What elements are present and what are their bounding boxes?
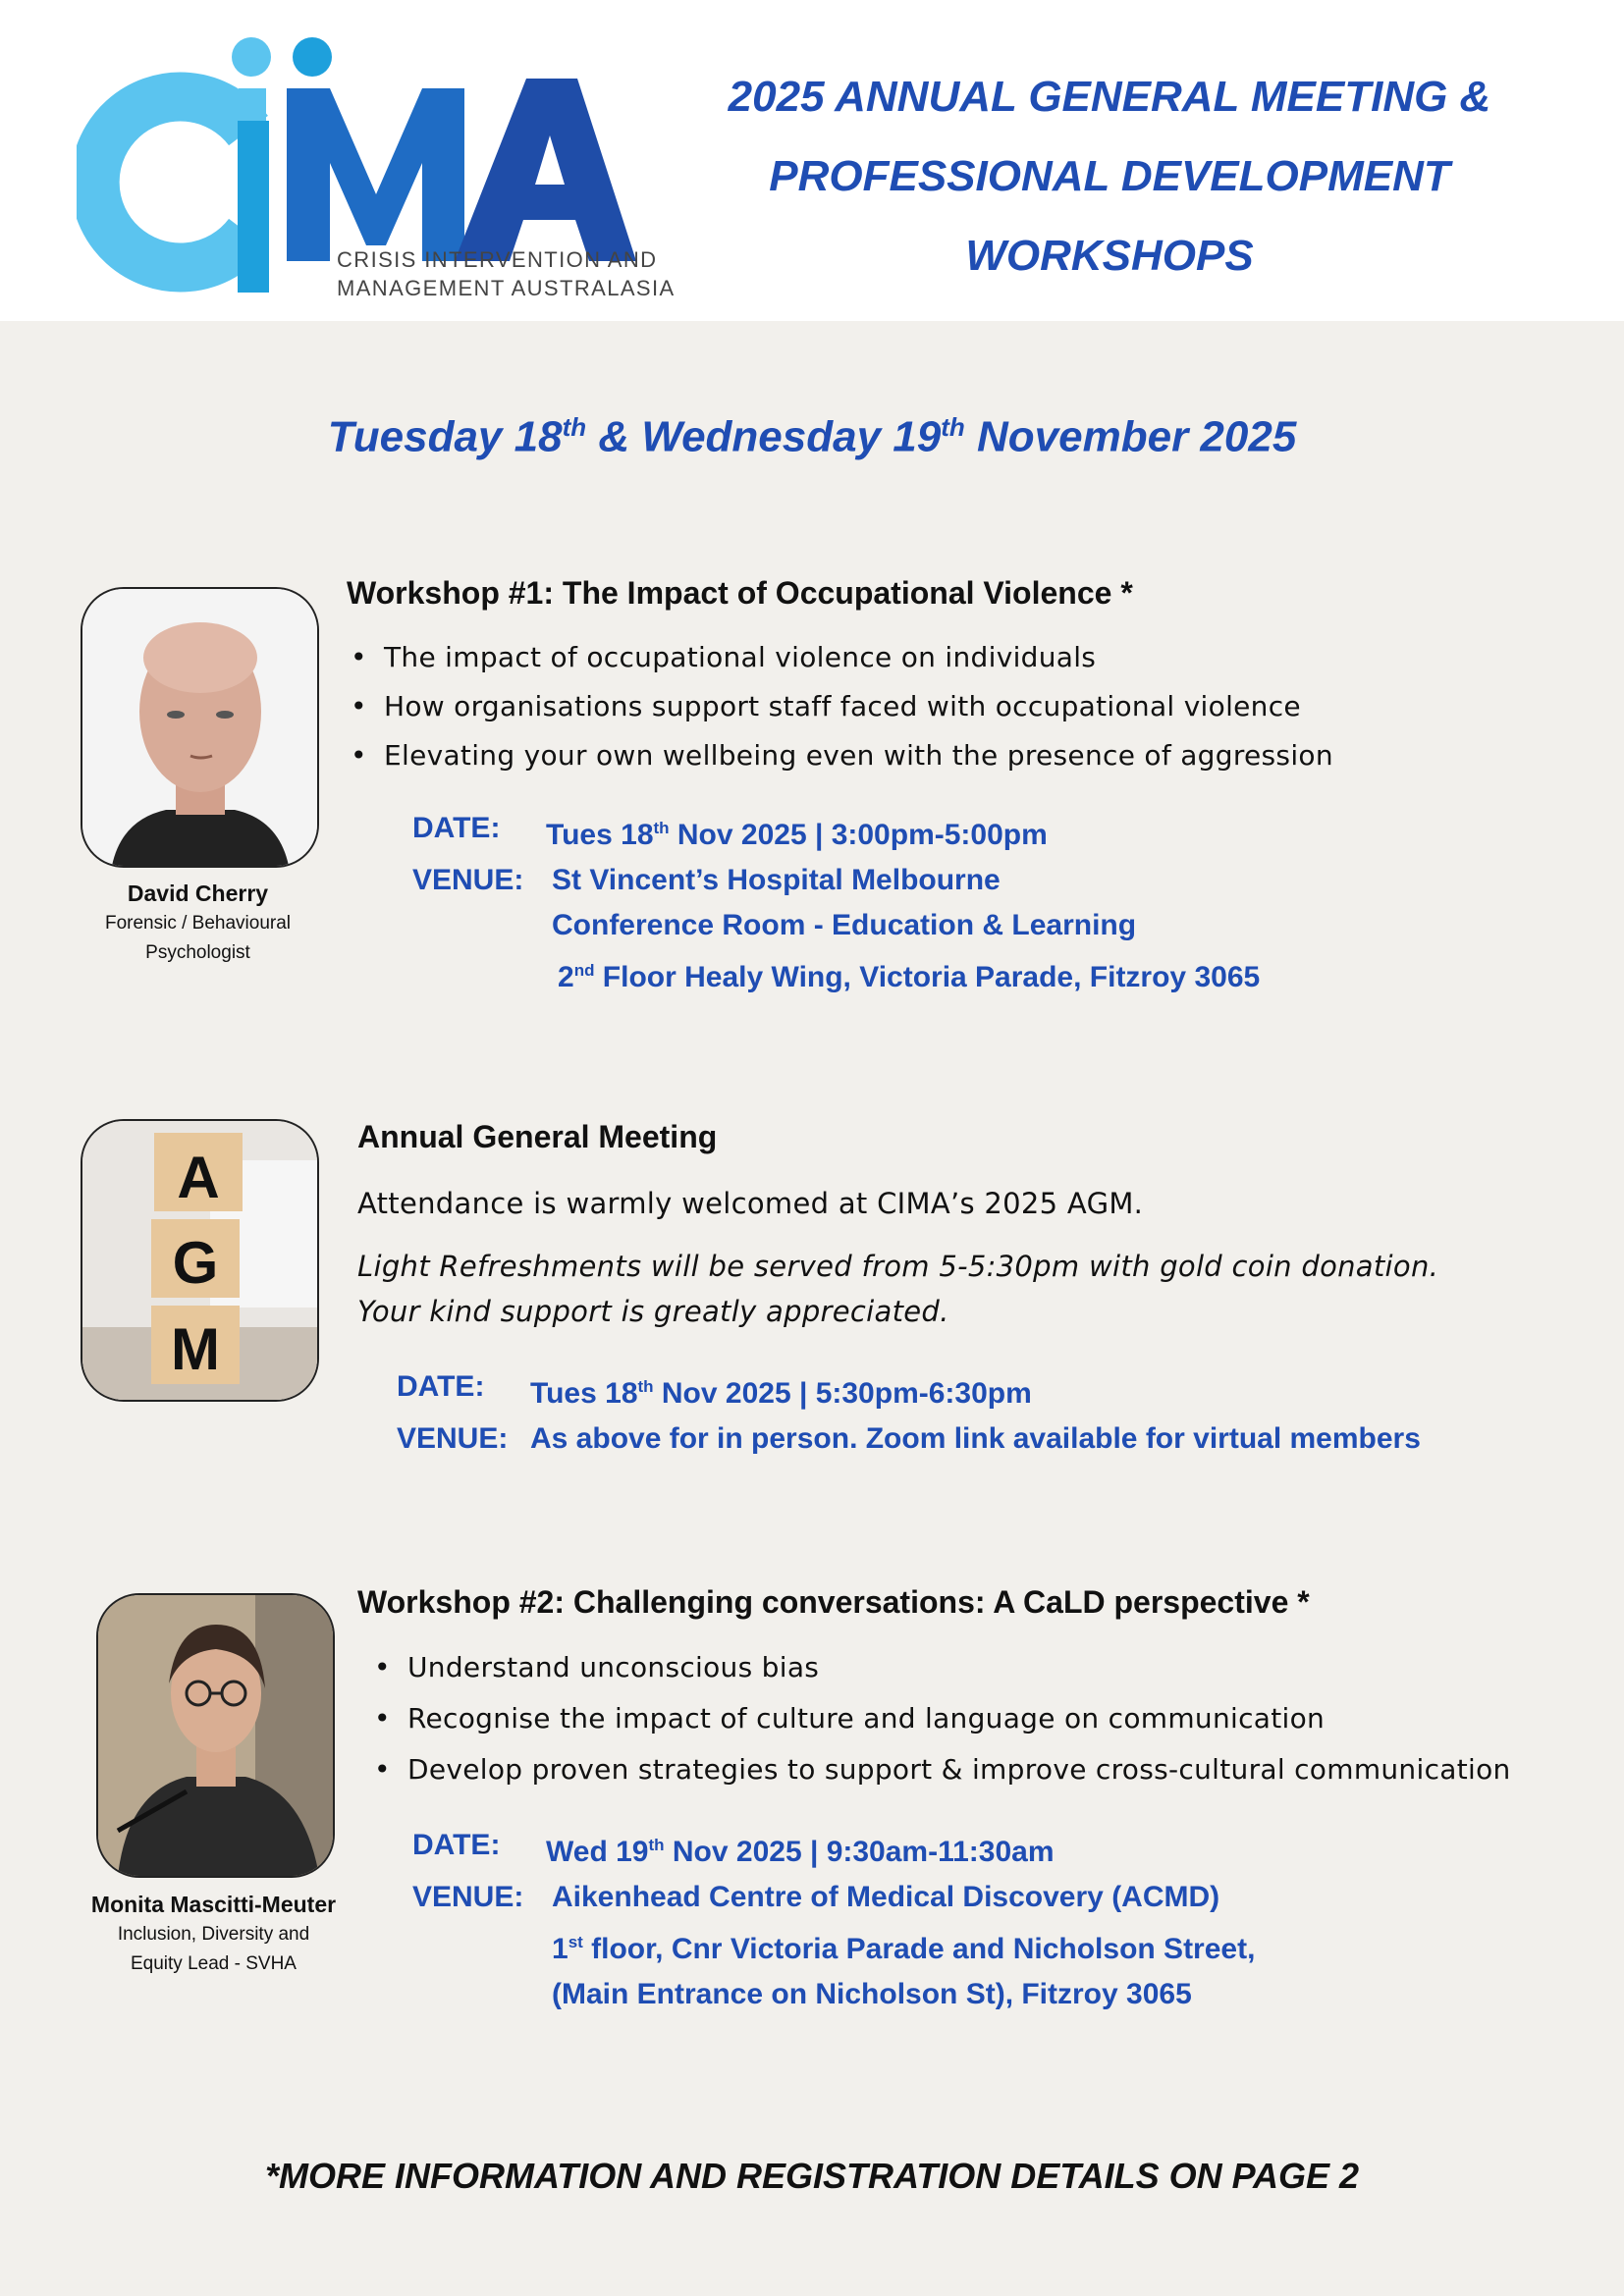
agm-venue-label: VENUE: xyxy=(397,1422,509,1455)
venue-line2-post: floor, Cnr Victoria Parade and Nicholson Street, xyxy=(582,1933,1256,1965)
workshop1-date-value xyxy=(546,806,1048,858)
presenter2-name: Monita Mascitti-Meuter xyxy=(90,1892,337,1917)
date-pre: Wed 19 xyxy=(546,1836,649,1868)
venue-line2-sup: st xyxy=(568,1933,583,1951)
date-sup: th xyxy=(648,1836,665,1854)
monita-photo xyxy=(96,1593,335,1878)
workshop1-venue-label: VENUE: xyxy=(412,864,524,896)
workshop1-venue-line2: Conference Room - Education & Learning xyxy=(552,909,1137,941)
workshop1-bullets xyxy=(347,633,1333,780)
logo-subtitle xyxy=(337,245,676,302)
agm-details xyxy=(397,1364,1421,1462)
agm-refreshments-line1: Light Refreshments will be served from 5-5:30pm with gold coin donation. xyxy=(357,1250,1439,1283)
list-item: • How organisations support staff faced with occupational violence xyxy=(347,682,1333,731)
david-cherry-photo xyxy=(81,587,319,868)
date-joiner: & Wednesday 19 xyxy=(586,412,942,461)
workshop2-details xyxy=(412,1823,1255,2017)
presenter1-role-line1: Forensic / Behavioural xyxy=(104,913,292,934)
date-pre: Tues 18 xyxy=(546,819,654,851)
presenter1-name: David Cherry xyxy=(127,881,269,906)
venue-line3-post: Floor Healy Wing, Victoria Parade, Fitzroy 3065 xyxy=(594,961,1261,993)
workshop1-venue-line3 xyxy=(558,948,1260,1000)
title-line3: WORKSHOPS xyxy=(965,232,1254,280)
agm-heading: Annual General Meeting xyxy=(357,1119,718,1154)
list-item: • Recognise the impact of culture and language on communication xyxy=(370,1693,1511,1744)
venue-line3-pre: 2 xyxy=(558,961,574,993)
presenter2-caption xyxy=(69,1889,358,1979)
agm-refreshments-text xyxy=(357,1244,1438,1334)
block-letter: A xyxy=(177,1145,220,1210)
agm-blocks-image xyxy=(81,1119,319,1402)
workshop1-date-label: DATE: xyxy=(412,812,501,844)
venue-line3-sup: nd xyxy=(573,961,595,980)
agm-block-m xyxy=(151,1306,240,1384)
presenter2-role-line1: Inclusion, Diversity and xyxy=(117,1924,310,1945)
agm-attendance-text: Attendance is warmly welcomed at CIMA’s 2025 AGM. xyxy=(357,1187,1144,1220)
presenter2-role-line2: Equity Lead - SVHA xyxy=(131,1953,297,1974)
agm-block-g xyxy=(151,1219,240,1298)
workshop1-details xyxy=(412,806,1260,1000)
list-item: • The impact of occupational violence on individuals xyxy=(347,633,1333,682)
date-pre: Tues 18 xyxy=(530,1377,638,1410)
event-title xyxy=(628,57,1591,295)
workshop2-venue-line2 xyxy=(552,1920,1255,1972)
presenter1-caption xyxy=(59,878,337,968)
date-day1-suffix: th xyxy=(562,412,587,442)
workshop1-venue-line1: St Vincent’s Hospital Melbourne xyxy=(552,864,1001,896)
agm-refreshments-line2: Your kind support is greatly appreciated. xyxy=(357,1295,949,1328)
workshop2-date-value xyxy=(546,1823,1055,1875)
workshop2-venue-label: VENUE: xyxy=(412,1881,524,1913)
date-post: Nov 2025 | 9:30am-11:30am xyxy=(664,1836,1055,1868)
block-letter: M xyxy=(171,1316,220,1382)
date-post: Nov 2025 | 3:00pm-5:00pm xyxy=(669,819,1048,851)
date-day2-suffix: th xyxy=(941,412,965,442)
date-post: Nov 2025 | 5:30pm-6:30pm xyxy=(653,1377,1032,1410)
agm-date-label: DATE: xyxy=(397,1370,485,1403)
list-item: • Understand unconscious bias xyxy=(370,1642,1511,1693)
list-item: • Develop proven strategies to support & improve cross-cultural communication xyxy=(370,1744,1511,1795)
venue-line2-pre: 1 xyxy=(552,1933,568,1965)
registration-footer-note: *MORE INFORMATION AND REGISTRATION DETAILS ON PAGE 2 xyxy=(264,2156,1359,2196)
title-line2: PROFESSIONAL DEVELOPMENT xyxy=(769,152,1450,200)
agm-date-value xyxy=(530,1364,1032,1416)
date-tail: November 2025 xyxy=(964,412,1297,461)
presenter1-role-line2: Psychologist xyxy=(145,942,250,963)
workshop1-heading: Workshop #1: The Impact of Occupational Violence * xyxy=(347,575,1133,611)
date-day1: Tuesday 18 xyxy=(327,412,563,461)
event-dates xyxy=(0,412,1624,462)
agm-block-a xyxy=(154,1133,243,1211)
workshop2-date-label: DATE: xyxy=(412,1829,501,1861)
block-letter: G xyxy=(172,1230,219,1296)
agm-venue-line1: As above for in person. Zoom link available for virtual members xyxy=(530,1422,1421,1455)
header-banner xyxy=(0,0,1624,321)
date-sup: th xyxy=(637,1377,654,1396)
title-line1: 2025 ANNUAL GENERAL MEETING & xyxy=(728,73,1491,121)
cima-logo xyxy=(77,27,676,312)
date-sup: th xyxy=(653,819,670,837)
workshop2-heading: Workshop #2: Challenging conversations: A CaLD perspective * xyxy=(357,1584,1310,1620)
workshop2-venue-line1: Aikenhead Centre of Medical Discovery (ACMD) xyxy=(552,1881,1220,1913)
list-item: • Elevating your own wellbeing even with the presence of aggression xyxy=(347,731,1333,780)
workshop2-bullets xyxy=(370,1642,1511,1795)
workshop2-venue-line3: (Main Entrance on Nicholson St), Fitzroy 3065 xyxy=(552,1978,1192,2010)
logo-subtitle-line2: MANAGEMENT AUSTRALASIA xyxy=(337,276,676,300)
logo-subtitle-line1: CRISIS INTERVENTION AND xyxy=(337,247,658,272)
